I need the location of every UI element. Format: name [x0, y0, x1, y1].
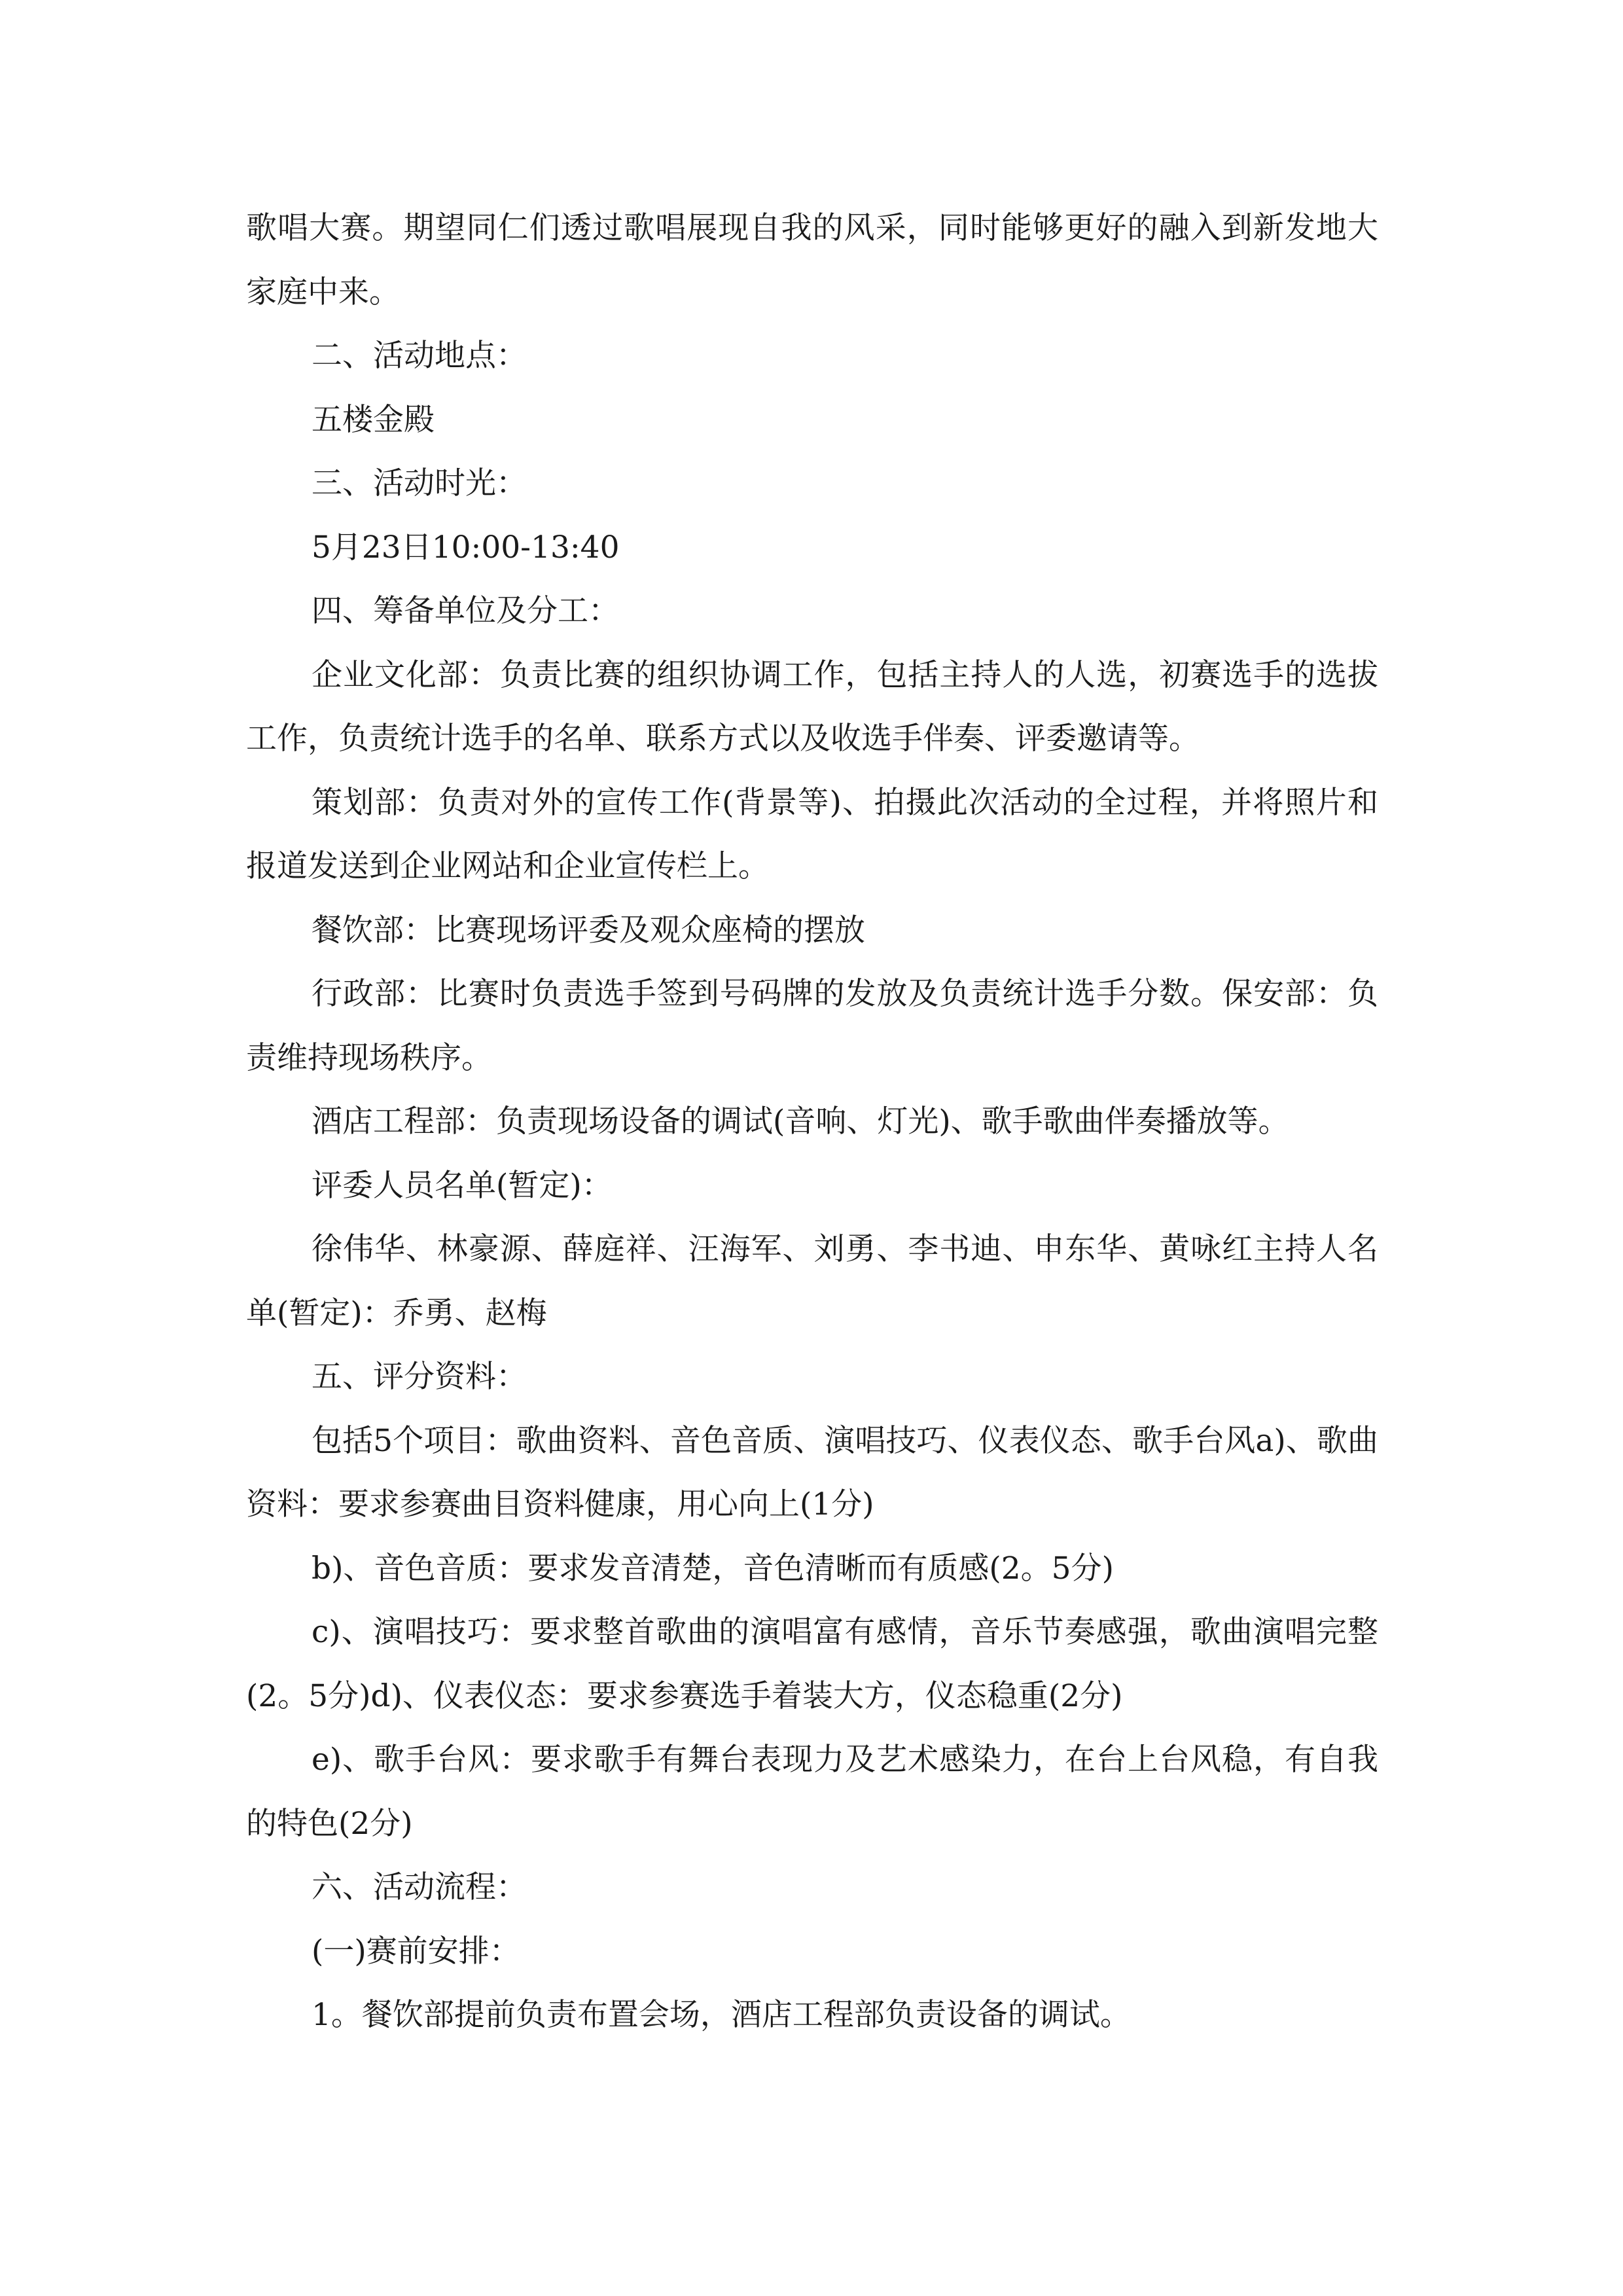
- heading-process: 六、活动流程：: [312, 1869, 527, 1905]
- document-body: [246, 196, 1378, 2047]
- paragraph-scoring-items: 包括5个项目：歌曲资料、音色音质、演唱技巧、仪表仪态、歌手台风a)、歌曲资料：要求参赛曲目资料健康，用心向上(1分): [246, 1422, 1378, 1522]
- paragraph-venue: 五楼金殿: [312, 401, 435, 438]
- heading-organizers: 四、筹备单位及分工：: [312, 593, 619, 629]
- heading-scoring: 五、评分资料：: [312, 1359, 527, 1395]
- paragraph-scoring-c: c)、演唱技巧：要求整首歌曲的演唱富有感情，音乐节奏感强，歌曲演唱完整(2。5分)d)、仪表仪态：要求参赛选手着装大方，仪态稳重(2分): [246, 1614, 1378, 1714]
- heading-pre-event: (一)赛前安排：: [312, 1933, 520, 1969]
- paragraph-admin-dept: 行政部：比赛时负责选手签到号码牌的发放及负责统计选手分数。保安部：负责维持现场秩序。: [246, 976, 1378, 1076]
- paragraph-intro-continuation: 歌唱大赛。期望同仁们透过歌唱展现自我的风采，同时能够更好的融入到新发地大家庭中来。: [246, 210, 1378, 310]
- heading-venue: 二、活动地点：: [312, 338, 527, 374]
- paragraph-judges-list: 徐伟华、林豪源、薛庭祥、汪海军、刘勇、李书迪、申东华、黄咏红主持人名单(暂定)：乔勇、赵梅: [246, 1231, 1378, 1331]
- paragraph-scoring-b: b)、音色音质：要求发音清楚，音色清晰而有质感(2。5分): [312, 1550, 1114, 1587]
- paragraph-culture-dept: 企业文化部：负责比赛的组织协调工作，包括主持人的人选，初赛选手的选拔工作，负责统计选手的名单、联系方式以及收选手伴奏、评委邀请等。: [246, 656, 1378, 757]
- paragraph-time: 5月23日10:00-13:40: [312, 529, 620, 565]
- paragraph-scoring-e: e)、歌手台风：要求歌手有舞台表现力及艺术感染力，在台上台风稳，有自我的特色(2分): [246, 1742, 1378, 1842]
- paragraph-pre-event-1: 1。餐饮部提前负责布置会场，酒店工程部负责设备的调试。: [312, 1997, 1131, 2033]
- heading-judges: 评委人员名单(暂定)：: [312, 1167, 613, 1204]
- heading-time: 三、活动时光：: [312, 465, 527, 501]
- paragraph-catering-dept: 餐饮部：比赛现场评委及观众座椅的摆放: [312, 912, 865, 948]
- paragraph-planning-dept: 策划部：负责对外的宣传工作(背景等)、拍摄此次活动的全过程，并将照片和报道发送到企业网站和企业宣传栏上。: [246, 784, 1378, 884]
- paragraph-engineering-dept: 酒店工程部：负责现场设备的调试(音响、灯光)、歌手歌曲伴奏播放等。: [312, 1103, 1289, 1139]
